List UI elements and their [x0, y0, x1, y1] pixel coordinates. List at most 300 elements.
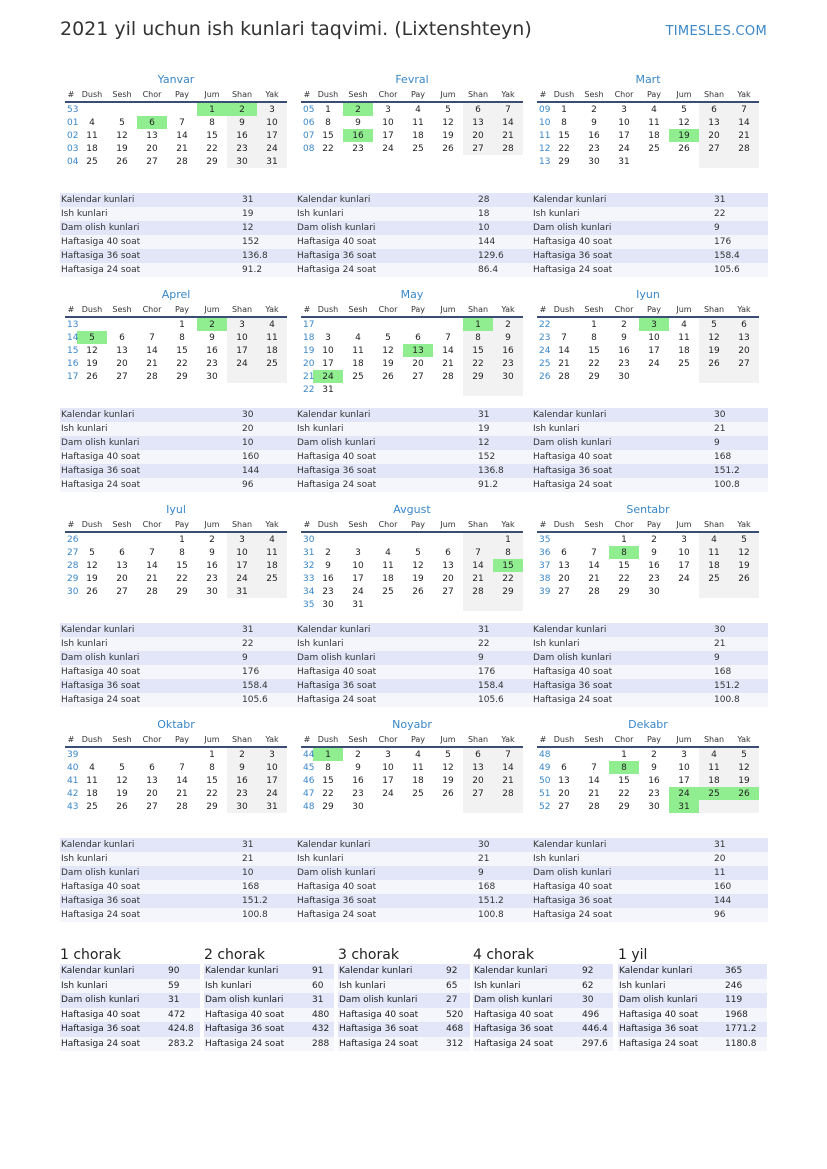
weekday-header: Yak: [257, 303, 287, 317]
weekday-header: Shan: [699, 518, 729, 532]
day-cell: 28: [588, 801, 600, 812]
stats-row: [296, 408, 532, 422]
day-cell: 8: [493, 546, 523, 559]
stats-label: Haftasiga 40 soat: [339, 1009, 419, 1020]
day-cell: 1: [313, 747, 343, 761]
day-cell: 10: [227, 331, 257, 344]
weekday-header: #: [65, 88, 77, 102]
day-cell: 10: [382, 762, 394, 773]
day-cell: 4: [257, 532, 287, 546]
stats-label: Dam olish kunlari: [533, 653, 612, 663]
empty-day: [579, 747, 609, 761]
stats-label: Dam olish kunlari: [61, 438, 140, 448]
day-cell: 10: [678, 762, 690, 773]
stats-value: 9: [714, 653, 720, 663]
day-cell: 24: [257, 787, 287, 800]
day-cell: 22: [206, 788, 218, 799]
stats-label: Haftasiga 40 soat: [61, 1009, 141, 1020]
stats-row: [296, 450, 532, 464]
stats-label: Haftasiga 36 soat: [533, 896, 613, 906]
week-number: 16: [67, 358, 79, 369]
day-cell: 11: [382, 560, 394, 571]
day-cell: 25: [412, 143, 424, 154]
stats-row: [60, 263, 296, 277]
stats-row: [618, 1022, 767, 1037]
day-cell: 8: [325, 117, 331, 128]
empty-day: [373, 383, 403, 396]
day-cell: 16: [206, 345, 218, 356]
day-cell: 2: [651, 534, 657, 545]
day-cell: 8: [209, 762, 215, 773]
day-cell: 3: [227, 317, 257, 331]
day-cell: 8: [179, 332, 185, 343]
day-cell: 21: [493, 129, 523, 142]
weekday-header: Chor: [609, 733, 639, 747]
day-cell: 10: [352, 560, 364, 571]
day-cell: 2: [591, 104, 597, 115]
week-number: 13: [539, 156, 551, 167]
stats-value: 92: [582, 966, 594, 976]
day-cell: 2: [209, 534, 215, 545]
quarter-summary: [60, 947, 200, 1051]
week-number: 51: [539, 788, 551, 799]
stats-row: [60, 1008, 200, 1023]
stats-value: 176: [478, 667, 496, 677]
day-cell: 2: [325, 547, 331, 558]
day-cell: 5: [445, 749, 451, 760]
day-cell: 6: [561, 547, 567, 558]
stats-row: [60, 651, 296, 665]
stats-value: 151.2: [242, 896, 268, 906]
day-cell: 17: [227, 559, 257, 572]
stats-row: [60, 478, 296, 492]
day-cell: 2: [621, 319, 627, 330]
day-cell: 7: [591, 547, 597, 558]
stats-row: [532, 235, 768, 249]
empty-day: [403, 800, 433, 813]
day-cell: 8: [463, 331, 493, 344]
stats-label: Dam olish kunlari: [61, 868, 140, 878]
weekday-header: Shan: [699, 88, 729, 102]
day-cell: 30: [493, 370, 523, 383]
day-cell: 7: [445, 332, 451, 343]
stats-label: Kalendar kunlari: [533, 840, 607, 850]
stats-value: 158.4: [242, 681, 268, 691]
weekday-header: Chor: [137, 733, 167, 747]
stats-row: [338, 1022, 470, 1037]
empty-day: [433, 598, 463, 611]
stats-value: 168: [714, 452, 732, 462]
day-cell: 23: [648, 573, 660, 584]
month-stats: [60, 838, 296, 922]
stats-label: Ish kunlari: [61, 209, 108, 219]
day-cell: 18: [86, 143, 98, 154]
week-number: 38: [539, 573, 551, 584]
stats-label: Kalendar kunlari: [297, 195, 371, 205]
day-cell: 25: [86, 156, 98, 167]
day-cell: 31: [669, 800, 699, 813]
day-cell: 12: [729, 546, 759, 559]
day-cell: 7: [493, 747, 523, 761]
stats-value: 168: [242, 882, 260, 892]
day-cell: 15: [206, 130, 218, 141]
weekday-header: Pay: [639, 518, 669, 532]
weekday-header: Shan: [699, 303, 729, 317]
stats-label: Haftasiga 40 soat: [297, 237, 377, 247]
day-cell: 8: [561, 117, 567, 128]
day-cell: 29: [176, 371, 188, 382]
day-cell: 5: [415, 547, 421, 558]
stats-label: Haftasiga 40 soat: [61, 237, 141, 247]
stats-row: [60, 993, 200, 1008]
empty-day: [257, 370, 287, 383]
day-cell: 21: [588, 788, 600, 799]
stats-value: 424.8: [168, 1024, 194, 1034]
day-cell: 19: [116, 788, 128, 799]
stats-label: Ish kunlari: [297, 209, 344, 219]
stats-row: [473, 1037, 613, 1052]
day-cell: 11: [648, 117, 660, 128]
month-calendar: [301, 287, 523, 396]
stats-value: 1771.2: [725, 1024, 757, 1034]
empty-day: [313, 532, 343, 546]
stats-label: Haftasiga 36 soat: [533, 251, 613, 261]
day-cell: 24: [382, 788, 394, 799]
day-cell: 17: [257, 774, 287, 787]
empty-day: [257, 585, 287, 598]
weekday-header: #: [301, 518, 313, 532]
day-cell: 27: [558, 801, 570, 812]
day-cell: 1: [209, 749, 215, 760]
weekday-header: Dush: [549, 303, 579, 317]
weekday-header: Jum: [669, 303, 699, 317]
stats-value: 65: [446, 980, 458, 991]
day-cell: 26: [86, 371, 98, 382]
week-number: 22: [303, 384, 315, 395]
stats-label: Kalendar kunlari: [619, 966, 693, 976]
month-name: Dekabr: [628, 718, 668, 731]
weekday-header: Pay: [167, 88, 197, 102]
day-cell: 14: [146, 560, 158, 571]
stats-label: Dam olish kunlari: [474, 995, 553, 1005]
stats-label: Kalendar kunlari: [533, 625, 607, 635]
day-cell: 4: [699, 747, 729, 761]
week-number: 02: [67, 130, 79, 141]
empty-day: [433, 383, 463, 396]
day-cell: 17: [322, 358, 334, 369]
day-cell: 30: [648, 586, 660, 597]
month-grid: [301, 518, 523, 611]
day-cell: 19: [729, 774, 759, 787]
day-cell: 12: [116, 775, 128, 786]
weekday-header: Pay: [639, 733, 669, 747]
week-number: 26: [539, 371, 551, 382]
stats-label: Haftasiga 40 soat: [297, 452, 377, 462]
weekday-header: Yak: [257, 518, 287, 532]
quarter-summary: [204, 947, 334, 1051]
day-cell: 28: [558, 371, 570, 382]
stats-value: 480: [312, 1009, 330, 1020]
stats-label: Kalendar kunlari: [474, 966, 548, 976]
day-cell: 29: [493, 585, 523, 598]
weekday-header: Sesh: [579, 303, 609, 317]
day-cell: 26: [442, 788, 454, 799]
day-cell: 11: [699, 761, 729, 774]
month-name: Avgust: [393, 503, 431, 516]
stats-value: 22: [714, 209, 726, 219]
empty-day: [463, 383, 493, 396]
stats-row: [60, 436, 296, 450]
empty-day: [699, 370, 729, 383]
day-cell: 26: [699, 357, 729, 370]
day-cell: 15: [618, 560, 630, 571]
month-grid: [65, 303, 287, 383]
stats-row: [338, 1008, 470, 1023]
week-number: 28: [67, 560, 79, 571]
stats-row: [60, 450, 296, 464]
stats-row: [60, 623, 296, 637]
stats-row: [296, 880, 532, 894]
day-cell: 4: [257, 317, 287, 331]
week-number: 26: [67, 534, 79, 545]
week-number: 32: [303, 560, 315, 571]
empty-day: [669, 585, 699, 598]
week-number: 27: [67, 547, 79, 558]
stats-label: Haftasiga 40 soat: [533, 667, 613, 677]
month-stats: [60, 623, 296, 707]
day-cell: 17: [678, 775, 690, 786]
stats-value: 136.8: [242, 251, 268, 261]
month-stats: [296, 838, 532, 922]
stats-label: Haftasiga 40 soat: [474, 1009, 554, 1020]
weekday-header: Pay: [167, 518, 197, 532]
week-number: 30: [67, 586, 79, 597]
weekday-header: #: [301, 733, 313, 747]
day-cell: 9: [227, 761, 257, 774]
day-cell: 22: [176, 573, 188, 584]
day-cell: 18: [412, 130, 424, 141]
stats-value: 472: [168, 1009, 186, 1020]
day-cell: 25: [412, 788, 424, 799]
month-name: Mart: [635, 73, 661, 86]
weekday-header: Shan: [699, 733, 729, 747]
day-cell: 30: [206, 586, 218, 597]
day-cell: 20: [442, 573, 454, 584]
day-cell: 20: [116, 573, 128, 584]
stats-row: [473, 979, 613, 994]
month-grid: [65, 518, 287, 598]
stats-label: Ish kunlari: [297, 639, 344, 649]
day-cell: 23: [206, 573, 218, 584]
brand-link[interactable]: TIMESLES.COM: [665, 24, 767, 39]
day-cell: 7: [149, 332, 155, 343]
day-cell: 25: [699, 572, 729, 585]
empty-day: [167, 747, 197, 761]
stats-value: 21: [478, 854, 490, 864]
day-cell: 22: [493, 572, 523, 585]
weekday-header: Pay: [639, 303, 669, 317]
day-cell: 27: [116, 586, 128, 597]
day-cell: 14: [558, 345, 570, 356]
day-cell: 3: [621, 104, 627, 115]
day-cell: 9: [591, 117, 597, 128]
day-cell: 7: [179, 117, 185, 128]
day-cell: 31: [257, 800, 287, 813]
day-cell: 5: [729, 532, 759, 546]
day-cell: 6: [149, 762, 155, 773]
day-cell: 20: [463, 129, 493, 142]
stats-label: Haftasiga 40 soat: [61, 667, 141, 677]
day-cell: 26: [86, 586, 98, 597]
stats-value: 288: [312, 1038, 330, 1049]
weekday-header: Yak: [729, 733, 759, 747]
stats-value: 20: [242, 424, 254, 434]
stats-row: [204, 1022, 334, 1037]
weekday-header: Dush: [77, 733, 107, 747]
stats-label: Kalendar kunlari: [297, 625, 371, 635]
empty-day: [639, 155, 669, 168]
stats-label: Ish kunlari: [339, 980, 386, 991]
day-cell: 23: [352, 143, 364, 154]
day-cell: 9: [227, 116, 257, 129]
stats-label: Dam olish kunlari: [297, 653, 376, 663]
day-cell: 22: [558, 143, 570, 154]
stats-label: Ish kunlari: [533, 209, 580, 219]
day-cell: 15: [176, 560, 188, 571]
stats-label: Haftasiga 24 soat: [533, 695, 613, 705]
day-cell: 5: [89, 547, 95, 558]
weekday-header: Pay: [167, 303, 197, 317]
stats-row: [532, 693, 768, 707]
stats-label: Dam olish kunlari: [61, 995, 140, 1005]
day-cell: 27: [699, 142, 729, 155]
day-cell: 12: [678, 117, 690, 128]
stats-row: [60, 193, 296, 207]
day-cell: 28: [146, 586, 158, 597]
stats-row: [204, 964, 334, 979]
stats-value: 10: [242, 868, 254, 878]
stats-row: [60, 221, 296, 235]
day-cell: 23: [618, 358, 630, 369]
day-cell: 20: [463, 774, 493, 787]
empty-day: [137, 532, 167, 546]
empty-day: [107, 102, 137, 116]
day-cell: 5: [681, 104, 687, 115]
day-cell: 6: [415, 332, 421, 343]
weekday-header: Yak: [493, 303, 523, 317]
stats-value: 21: [714, 424, 726, 434]
stats-value: 31: [714, 195, 726, 205]
stats-value: 19: [242, 209, 254, 219]
day-cell: 22: [206, 143, 218, 154]
stats-value: 100.8: [714, 695, 740, 705]
month-name: Iyul: [166, 503, 186, 516]
empty-day: [373, 317, 403, 331]
day-cell: 26: [382, 371, 394, 382]
empty-day: [137, 102, 167, 116]
stats-value: 520: [446, 1009, 464, 1020]
day-cell: 1: [591, 319, 597, 330]
empty-day: [463, 532, 493, 546]
stats-value: 31: [478, 625, 490, 635]
weekday-header: Sesh: [343, 733, 373, 747]
day-cell: 16: [493, 344, 523, 357]
day-cell: 13: [558, 775, 570, 786]
empty-day: [729, 370, 759, 383]
stats-row: [296, 249, 532, 263]
day-cell: 14: [588, 560, 600, 571]
day-cell: 12: [442, 117, 454, 128]
day-cell: 18: [257, 344, 287, 357]
day-cell: 1: [179, 319, 185, 330]
stats-value: 91: [312, 966, 324, 976]
stats-value: 10: [478, 223, 490, 233]
day-cell: 9: [355, 762, 361, 773]
stats-label: Haftasiga 40 soat: [533, 452, 613, 462]
stats-value: 27: [446, 995, 458, 1005]
day-cell: 28: [442, 371, 454, 382]
day-cell: 15: [206, 775, 218, 786]
stats-row: [60, 637, 296, 651]
stats-value: 90: [168, 966, 180, 976]
empty-day: [729, 155, 759, 168]
stats-value: 100.8: [478, 910, 504, 920]
stats-label: Haftasiga 40 soat: [61, 452, 141, 462]
stats-row: [296, 651, 532, 665]
page-title: 2021 yil uchun ish kunlari taqvimi. (Lixtenshteyn): [60, 18, 532, 40]
empty-day: [107, 747, 137, 761]
week-number: 18: [303, 332, 315, 343]
week-number: 11: [539, 130, 551, 141]
day-cell: 29: [206, 156, 218, 167]
stats-label: Haftasiga 36 soat: [533, 681, 613, 691]
month-calendar: [65, 502, 287, 598]
day-cell: 4: [385, 547, 391, 558]
day-cell: 19: [86, 573, 98, 584]
stats-label: Kalendar kunlari: [533, 195, 607, 205]
day-cell: 16: [227, 129, 257, 142]
day-cell: 9: [621, 332, 627, 343]
stats-label: Ish kunlari: [533, 854, 580, 864]
day-cell: 31: [618, 156, 630, 167]
weekday-header: Dush: [77, 303, 107, 317]
day-cell: 26: [729, 572, 759, 585]
day-cell: 15: [493, 559, 523, 572]
day-cell: 14: [176, 130, 188, 141]
empty-day: [373, 532, 403, 546]
week-number: 45: [303, 762, 315, 773]
day-cell: 13: [558, 560, 570, 571]
week-number: 42: [67, 788, 79, 799]
day-cell: 6: [729, 317, 759, 331]
day-cell: 19: [669, 129, 699, 142]
stats-label: Kalendar kunlari: [339, 966, 413, 976]
month-calendar: [537, 72, 759, 168]
weekday-header: Shan: [463, 303, 493, 317]
day-cell: 14: [729, 116, 759, 129]
stats-row: [60, 964, 200, 979]
stats-value: 105.6: [714, 265, 740, 275]
weekday-header: Sesh: [579, 88, 609, 102]
day-cell: 30: [352, 801, 364, 812]
day-cell: 24: [618, 143, 630, 154]
stats-label: Haftasiga 40 soat: [61, 882, 141, 892]
stats-row: [60, 422, 296, 436]
empty-day: [107, 532, 137, 546]
empty-day: [343, 317, 373, 331]
day-cell: 22: [322, 788, 334, 799]
day-cell: 31: [257, 155, 287, 168]
